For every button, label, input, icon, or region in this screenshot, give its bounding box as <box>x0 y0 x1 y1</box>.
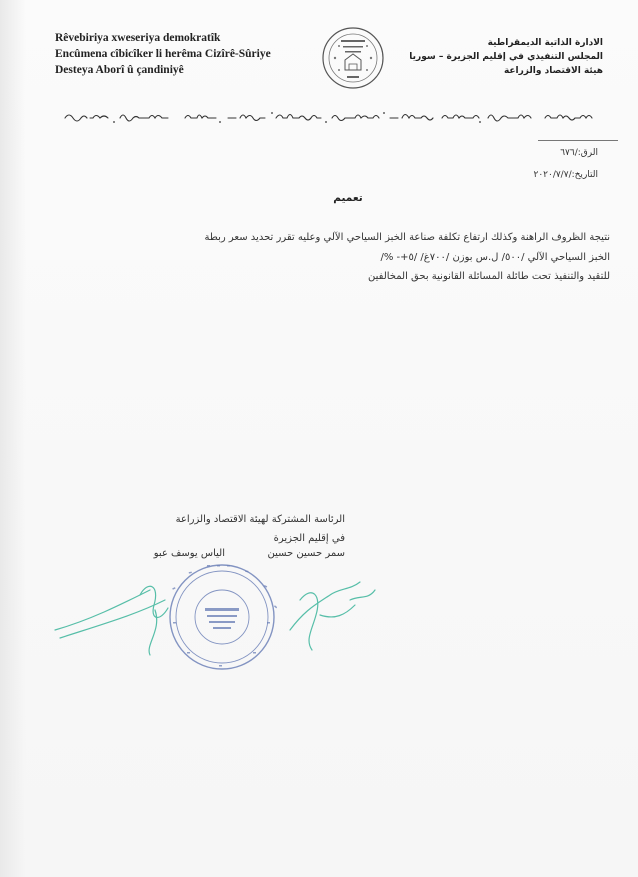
signatory-name-2: سمر حسين حسين <box>267 548 345 559</box>
header-kurdish-line-3: Desteya Aborî û çandiniyê <box>55 64 184 76</box>
header-kurdish-line-1: Rêvebiriya xweseriya demokratîk <box>55 32 221 44</box>
signature-region: في إقليم الجزيرة <box>273 533 345 544</box>
official-stamp-icon <box>167 562 277 672</box>
header-arabic-line-3: هيئة الاقتصاد والزراعة <box>503 66 603 76</box>
header-arabic-line-1: الادارة الذاتية الديمقراطية <box>487 38 603 48</box>
reference-date: التاريخ:/٢٠٢٠/٧/٧ <box>533 170 598 180</box>
reference-number: الرق:/٦٧٦ <box>560 148 598 158</box>
signatory-name-1: الياس يوسف عبو <box>153 548 225 559</box>
document-title: تعميم <box>333 192 363 204</box>
header-kurdish <box>55 30 295 78</box>
body-line-2: الخبز السياحي الآلي /٥٠٠/ ل.س بوزن /٧٠٠غ/ /٥+- %/ <box>380 251 610 263</box>
body-line-3: للتقيد والتنفيذ تحت طائلة المسائلة القانونية بحق المخالفين <box>368 271 610 282</box>
page-edge-shadow <box>0 0 26 877</box>
header-arabic-line-2: المجلس التنفيذي في إقليم الجزيرة – سوريا <box>409 52 603 62</box>
syriac-script-line-icon <box>60 104 615 128</box>
header-kurdish-line-2: Encûmena cîbicîker li herêma Cizîrê-Sûriye <box>55 48 271 60</box>
document-body <box>110 228 610 287</box>
body-line-1: نتيجة الظروف الراهنة وكذلك ارتفاع تكلفة صناعة الخبز السياحي الآلي وعليه تقرر تحديد سعر ربطة <box>204 232 610 243</box>
signature-block <box>115 510 345 548</box>
administration-emblem-icon <box>321 26 385 90</box>
reference-rule <box>538 140 618 141</box>
signature-title: الرئاسة المشتركة لهيئة الاقتصاد والزراعة <box>175 514 345 525</box>
header-arabic <box>383 36 603 78</box>
